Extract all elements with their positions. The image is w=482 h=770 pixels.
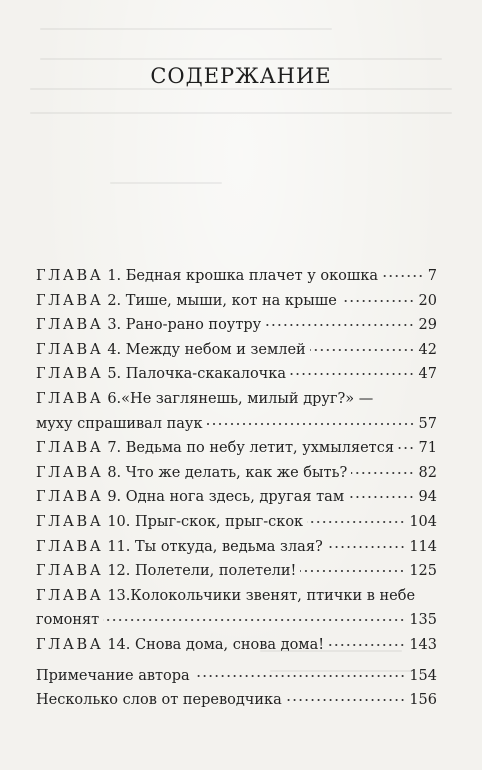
chapter-title: Колокольчики звенят, птички в небе <box>130 587 416 604</box>
toc-entry <box>36 313 437 338</box>
toc-entry <box>36 485 437 510</box>
dot-leader <box>194 675 406 677</box>
dot-leader <box>307 521 405 523</box>
chapter-title: Бедная крошка плачет у окошка <box>125 268 379 284</box>
chapter-title: «Не заглянешь, милый друг?» — <box>121 390 374 407</box>
page-number: 114 <box>409 538 437 555</box>
chapter-title: Полетели, полетели! <box>135 563 297 580</box>
chapter-title: Тише, мыши, кот на крыше <box>125 292 337 309</box>
page-number: 71 <box>418 440 437 457</box>
dot-leader <box>327 546 406 548</box>
chapter-number: 9. <box>107 489 122 506</box>
toc-entry <box>36 664 437 689</box>
page-number: 154 <box>409 667 437 684</box>
toc-entry-line <box>36 584 437 609</box>
chapter-title: Снова дома, снова дома! <box>135 636 325 653</box>
dot-leader <box>382 275 424 277</box>
page-number: 20 <box>418 292 437 309</box>
chapter-number: 14. <box>107 636 131 653</box>
toc-entry-line <box>36 387 437 412</box>
chapter-word: ГЛАВА <box>36 292 104 309</box>
page-number: 47 <box>418 366 437 383</box>
show-through-line <box>30 88 452 90</box>
chapter-number: 2. <box>107 292 122 309</box>
chapter-number: 4. <box>107 341 122 358</box>
toc-entry-line <box>36 608 437 633</box>
chapter-title: Рано-рано поутру <box>125 317 262 334</box>
table-of-contents <box>36 264 437 713</box>
chapter-word: ГЛАВА <box>36 587 104 604</box>
chapter-number: 12. <box>107 563 131 580</box>
dot-leader <box>300 570 405 572</box>
chapter-word: ГЛАВА <box>36 317 104 334</box>
page-number: 94 <box>418 489 437 506</box>
show-through-line <box>30 112 452 114</box>
chapter-word: ГЛАВА <box>36 489 104 506</box>
dot-leader <box>398 447 415 449</box>
chapter-number: 6. <box>107 390 122 407</box>
chapter-number: 7. <box>107 440 122 457</box>
page-number: 104 <box>409 513 437 530</box>
toc-entry <box>36 688 437 713</box>
chapter-title-continued: муху спрашивал паук <box>36 415 203 432</box>
toc-entry <box>36 387 437 436</box>
toc-entry <box>36 584 437 633</box>
chapter-number: 8. <box>107 464 122 481</box>
toc-entry <box>36 362 437 387</box>
show-through-line <box>110 182 222 184</box>
dot-leader <box>103 619 405 621</box>
page-number: 82 <box>418 464 437 481</box>
chapter-word: ГЛАВА <box>36 440 104 457</box>
toc-entry <box>36 264 437 289</box>
page-title: СОДЕРЖАНИЕ <box>150 64 332 88</box>
chapter-number: 1. <box>107 268 122 284</box>
chapter-word: ГЛАВА <box>36 636 104 653</box>
chapter-number: 13. <box>107 587 131 604</box>
show-through-line <box>40 58 442 60</box>
dot-leader <box>286 699 406 701</box>
page-number: 135 <box>409 612 437 629</box>
chapter-title: Что же делать, как же быть? <box>125 464 348 481</box>
chapter-number: 3. <box>107 317 122 334</box>
dot-leader <box>265 324 414 326</box>
chapter-word: ГЛАВА <box>36 366 104 383</box>
toc-entry <box>36 461 437 486</box>
chapter-word: ГЛАВА <box>36 268 104 284</box>
toc-entry <box>36 338 437 363</box>
toc-entry <box>36 289 437 314</box>
page-number: 156 <box>409 692 437 709</box>
dot-leader <box>207 423 415 425</box>
chapter-word: ГЛАВА <box>36 341 104 358</box>
chapter-title: Между небом и землей <box>125 341 306 358</box>
show-through-line <box>40 28 332 30</box>
chapter-title: Ведьма по небу летит, ухмыляется <box>125 440 394 457</box>
chapter-word: ГЛАВА <box>36 563 104 580</box>
toc-entry <box>36 510 437 535</box>
chapter-number: 5. <box>107 366 122 383</box>
dot-leader <box>348 496 414 498</box>
toc-entry <box>36 559 437 584</box>
page-number: 29 <box>418 317 437 334</box>
chapter-title-continued: гомонят <box>36 612 100 629</box>
chapter-number: 10. <box>107 513 131 530</box>
page-number: 125 <box>409 563 437 580</box>
page-number: 7 <box>427 268 437 284</box>
dot-leader <box>328 644 405 646</box>
dot-leader <box>351 472 414 474</box>
chapter-title: Прыг-скок, прыг-скок <box>135 513 304 530</box>
chapter-title: Одна нога здесь, другая там <box>125 489 345 506</box>
toc-entry-line <box>36 412 437 437</box>
section-title: Несколько слов от переводчика <box>36 692 282 709</box>
chapter-word: ГЛАВА <box>36 390 104 407</box>
dot-leader <box>310 349 415 351</box>
page-number: 42 <box>418 341 437 358</box>
chapter-title: Палочка-скакалочка <box>125 366 286 383</box>
chapter-title: Ты откуда, ведьма злая? <box>135 538 323 555</box>
toc-entry <box>36 436 437 461</box>
section-title: Примечание автора <box>36 667 190 684</box>
chapter-word: ГЛАВА <box>36 513 104 530</box>
chapter-word: ГЛАВА <box>36 464 104 481</box>
dot-leader <box>341 300 415 302</box>
dot-leader <box>290 373 415 375</box>
toc-entry <box>36 535 437 560</box>
toc-entry <box>36 633 437 658</box>
chapter-word: ГЛАВА <box>36 538 104 555</box>
page-number: 57 <box>418 415 437 432</box>
page-number: 143 <box>409 636 437 653</box>
chapter-number: 11. <box>107 538 131 555</box>
